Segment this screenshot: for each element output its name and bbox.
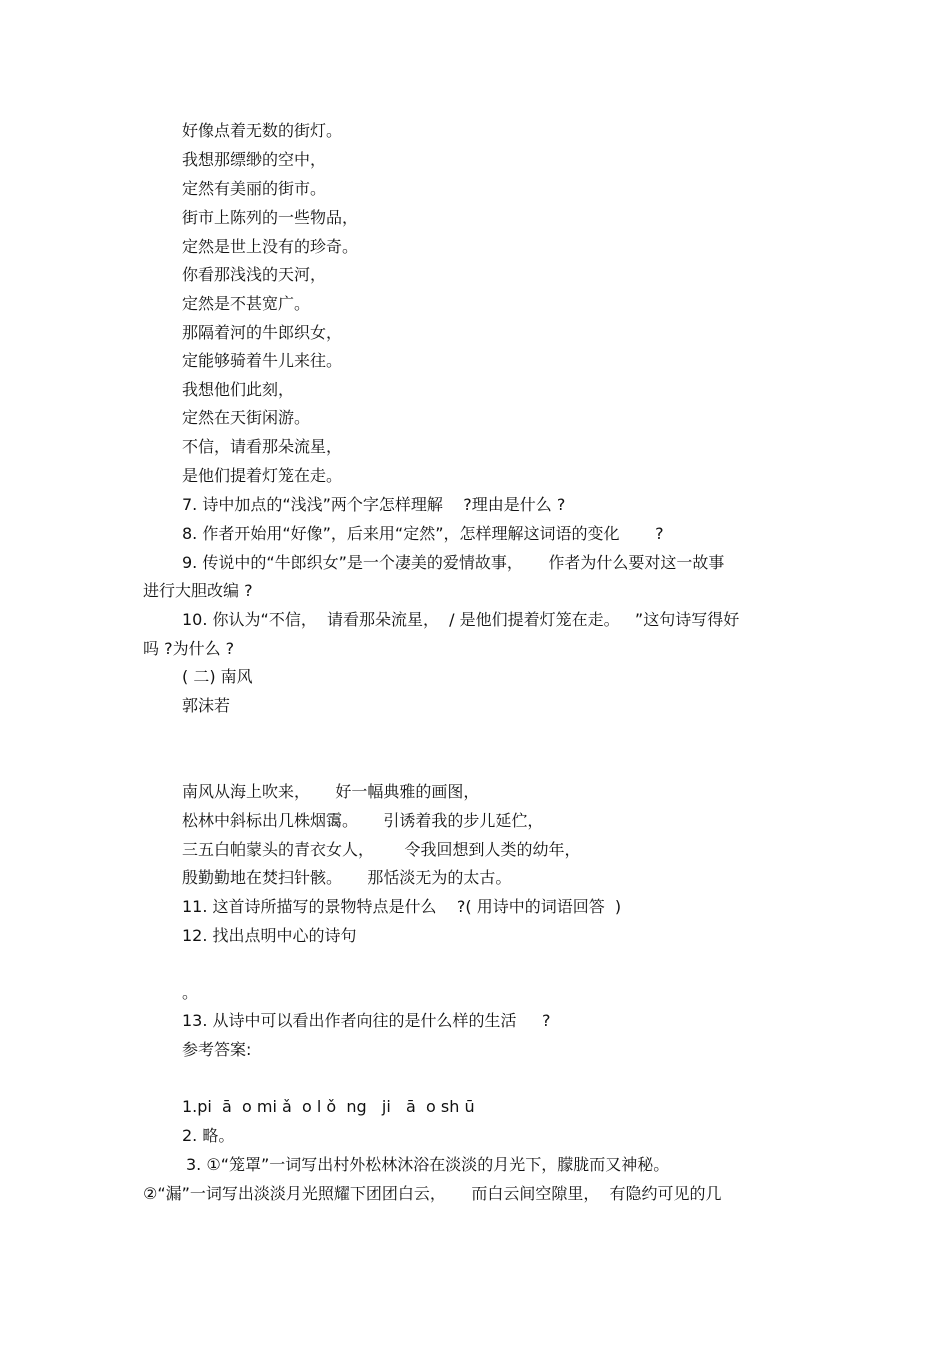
question-11: 11. 这首诗所描写的景物特点是什么 ?( 用诗中的词语回答 ) [182, 897, 622, 916]
poem-line: 南风从海上吹来， 好一幅典雅的画图， [182, 782, 480, 801]
answers-heading: 参考答案: [182, 1040, 252, 1059]
poem-line: 定然有美丽的街市。 [182, 179, 327, 198]
question-10-continued: 吗 ?为什么 ? [143, 639, 235, 658]
poem-author: 郭沫若 [182, 696, 231, 715]
answer-2: 2. 略。 [182, 1126, 235, 1145]
question-7: 7. 诗中加点的“浅浅”两个字怎样理解 ?理由是什么 ? [182, 495, 566, 514]
poem-line: 定然是不甚宽广。 [182, 294, 311, 313]
answer-1: 1.pi ā o mi ǎ o l ǒ ng ji ā o sh ū [182, 1097, 475, 1116]
poem-line: 定能够骑着牛儿来往。 [182, 351, 343, 370]
poem-line: 你看那浅浅的天河， [182, 265, 327, 284]
poem-line: 我想那缥缈的空中， [182, 150, 327, 169]
poem-line: 定然在天街闲游。 [182, 408, 311, 427]
question-9: 9. 传说中的“牛郎织女”是一个凄美的爱情故事， 作者为什么要对这一故事 [182, 553, 725, 572]
question-9-continued: 进行大胆改编 ? [143, 581, 253, 600]
poem-line: 松林中斜标出几株烟霭。 引诱着我的步儿延伫， [182, 811, 544, 830]
section-heading: ( 二) 南风 [182, 667, 253, 686]
poem-line: 好像点着无数的街灯。 [182, 121, 343, 140]
poem-line: 街市上陈列的一些物品， [182, 208, 359, 227]
answer-3-continued: ②“漏”一词写出淡淡月光照耀下团团白云， 而白云间空隙里， 有隐约可见的几 [143, 1184, 722, 1203]
poem-line: 定然是世上没有的珍奇。 [182, 237, 359, 256]
question-10: 10. 你认为“不信， 请看那朵流星， / 是他们提着灯笼在走。 ”这句诗写得好 [182, 610, 740, 629]
poem-line: 三五白帕蒙头的青衣女人， 令我回想到人类的幼年， [182, 840, 581, 859]
answer-3: 3. ①“笼罩”一词写出村外松林沐浴在淡淡的月光下，朦胧而又神秘。 [186, 1155, 670, 1174]
poem-line: 是他们提着灯笼在走。 [182, 466, 343, 485]
question-12: 12. 找出点明中心的诗句 [182, 926, 357, 945]
poem-line: 那隔着河的牛郎织女， [182, 323, 343, 342]
poem-line: 不信，请看那朵流星， [182, 437, 343, 456]
poem-line: 我想他们此刻， [182, 380, 295, 399]
poem-line: 殷勤勤地在焚扫针骸。 那恬淡无为的太古。 [182, 868, 512, 887]
question-13: 13. 从诗中可以看出作者向往的是什么样的生活 ? [182, 1011, 551, 1030]
answer-blank: 。 [182, 983, 199, 1002]
question-8: 8. 作者开始用“好像”，后来用“定然”，怎样理解这词语的变化 ? [182, 524, 664, 543]
